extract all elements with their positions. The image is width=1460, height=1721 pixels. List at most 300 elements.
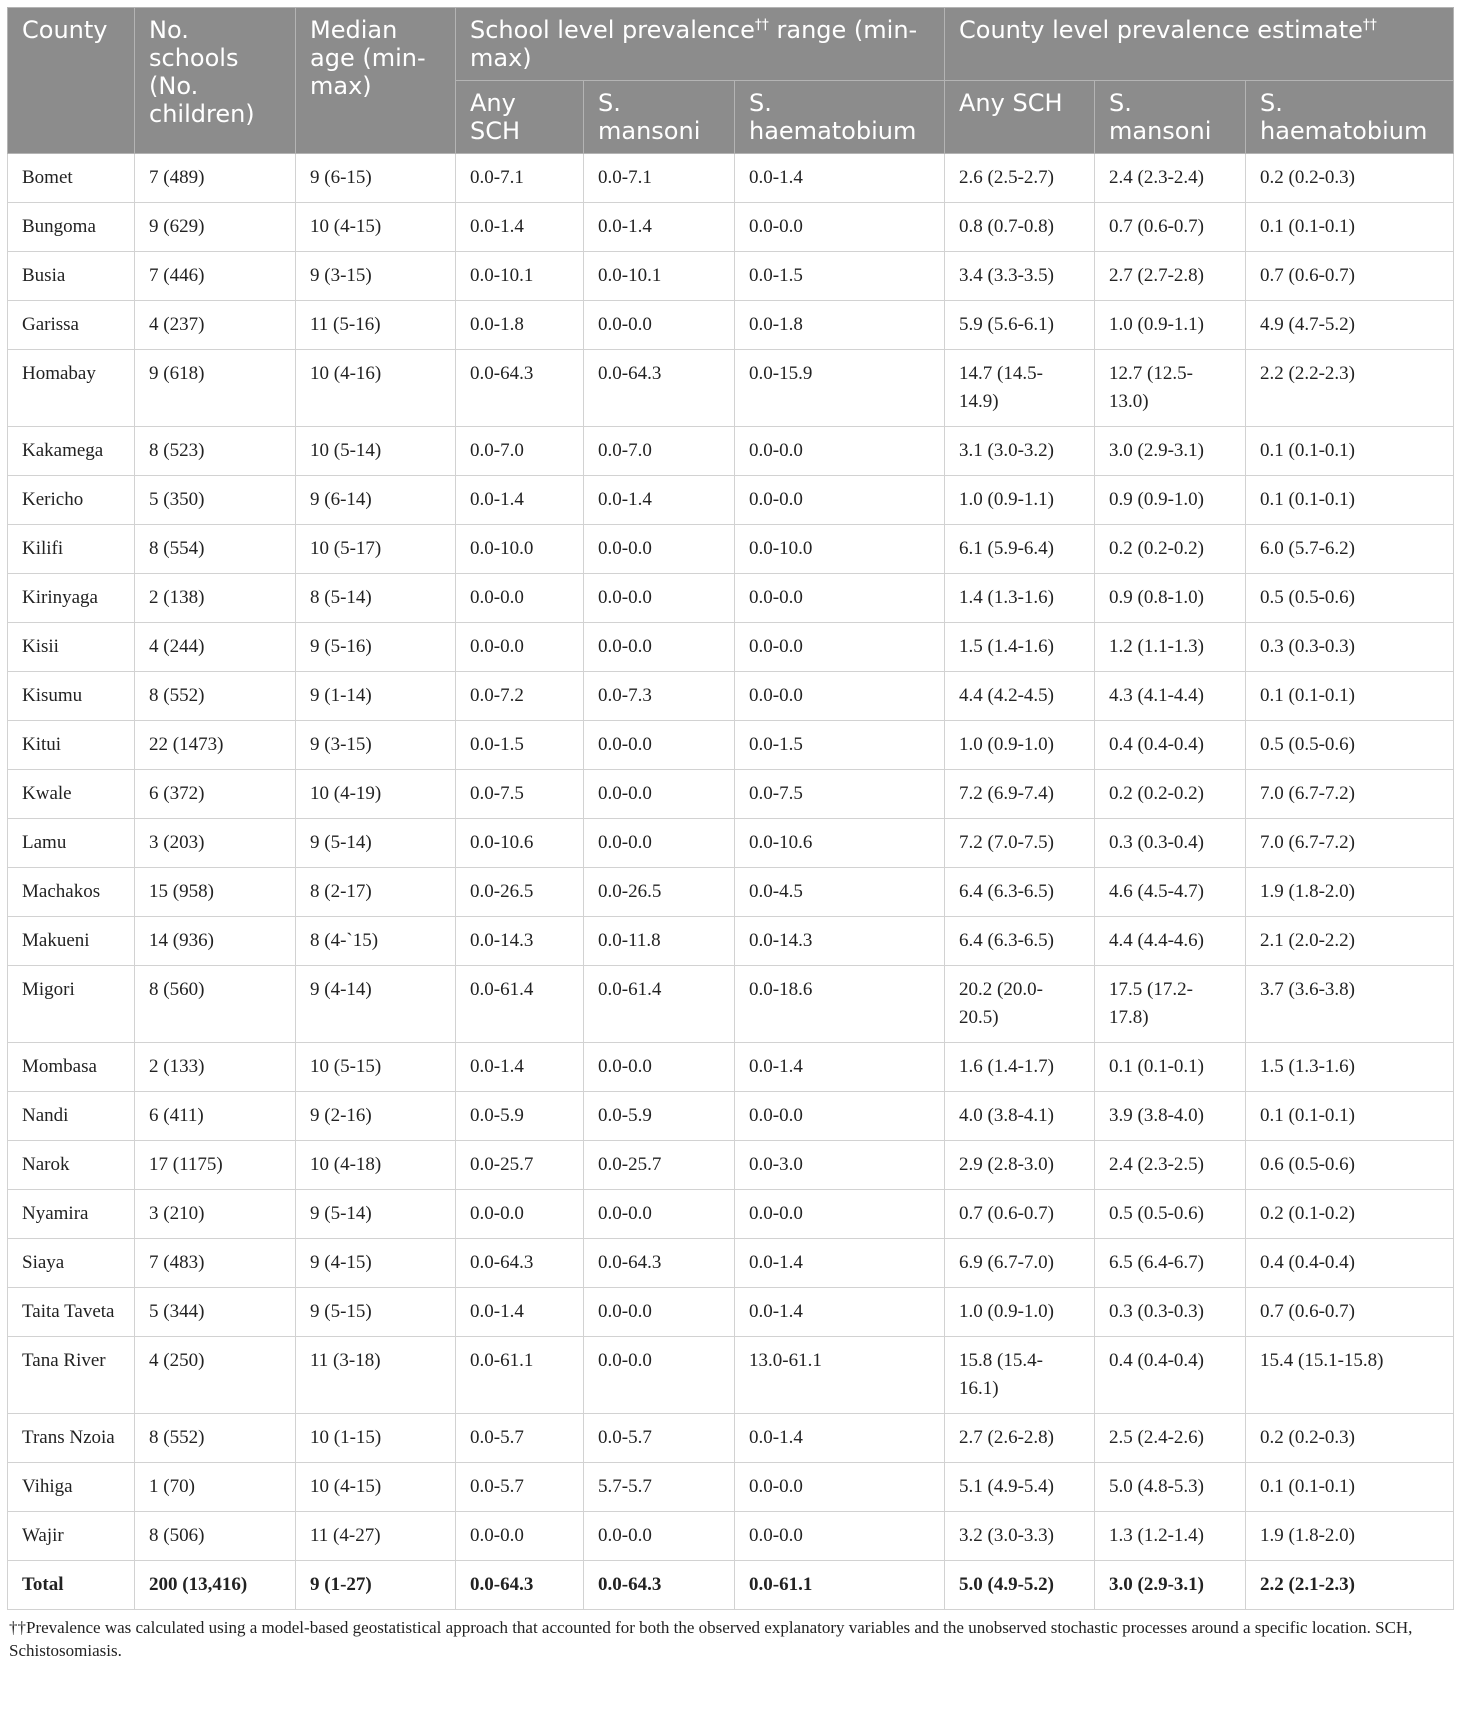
cell-county-s-mansoni: 2.5 (2.4-2.6) xyxy=(1095,1414,1246,1463)
cell-school-any-sch: 0.0-64.3 xyxy=(456,350,584,427)
cell-schools: 6 (411) xyxy=(135,1092,296,1141)
cell-median-age: 10 (4-18) xyxy=(296,1141,456,1190)
cell-county-s-haematobium: 1.9 (1.8-2.0) xyxy=(1246,868,1454,917)
cell-school-s-mansoni: 0.0-25.7 xyxy=(584,1141,735,1190)
header-school-level-group xyxy=(456,8,945,81)
header-school-level-marker: †† xyxy=(754,17,769,33)
cell-county: Machakos xyxy=(8,868,135,917)
cell-median-age: 10 (5-17) xyxy=(296,525,456,574)
cell-school-s-mansoni: 0.0-0.0 xyxy=(584,1288,735,1337)
cell-county-any-sch: 7.2 (7.0-7.5) xyxy=(945,819,1095,868)
cell-school-s-haematobium: 13.0-61.1 xyxy=(735,1337,945,1414)
cell-schools: 22 (1473) xyxy=(135,721,296,770)
cell-school-any-sch: 0.0-7.1 xyxy=(456,154,584,203)
cell-county-any-sch: 5.0 (4.9-5.2) xyxy=(945,1561,1095,1610)
cell-county: Vihiga xyxy=(8,1463,135,1512)
header-county: County xyxy=(8,8,135,154)
cell-school-any-sch: 0.0-1.4 xyxy=(456,1043,584,1092)
cell-county-any-sch: 0.7 (0.6-0.7) xyxy=(945,1190,1095,1239)
cell-county-s-haematobium: 3.7 (3.6-3.8) xyxy=(1246,966,1454,1043)
cell-median-age: 10 (1-15) xyxy=(296,1414,456,1463)
prevalence-table xyxy=(7,7,1454,1610)
header-county-s-mansoni: S. mansoni xyxy=(1095,81,1246,154)
cell-county-any-sch: 3.1 (3.0-3.2) xyxy=(945,427,1095,476)
cell-county: Kitui xyxy=(8,721,135,770)
cell-schools: 1 (70) xyxy=(135,1463,296,1512)
cell-schools: 3 (210) xyxy=(135,1190,296,1239)
table-row xyxy=(8,721,1454,770)
table-row xyxy=(8,1043,1454,1092)
cell-county-s-mansoni: 0.2 (0.2-0.2) xyxy=(1095,525,1246,574)
table-row xyxy=(8,154,1454,203)
cell-school-s-haematobium: 0.0-0.0 xyxy=(735,574,945,623)
cell-schools: 3 (203) xyxy=(135,819,296,868)
cell-county-s-mansoni: 0.9 (0.9-1.0) xyxy=(1095,476,1246,525)
cell-county: Kisumu xyxy=(8,672,135,721)
cell-county: Bomet xyxy=(8,154,135,203)
table-footnote: ††Prevalence was calculated using a model-based geostatistical approach that accounted for both the observed explanatory variables and the unobserved stochastic processes around a specific location. SCH, Schistosomiasis. xyxy=(9,1618,1413,1660)
cell-schools: 4 (237) xyxy=(135,301,296,350)
cell-school-s-haematobium: 0.0-1.4 xyxy=(735,1239,945,1288)
cell-median-age: 9 (6-15) xyxy=(296,154,456,203)
cell-county: Mombasa xyxy=(8,1043,135,1092)
cell-county-s-mansoni: 3.0 (2.9-3.1) xyxy=(1095,1561,1246,1610)
cell-county: Makueni xyxy=(8,917,135,966)
cell-school-any-sch: 0.0-26.5 xyxy=(456,868,584,917)
cell-county: Nyamira xyxy=(8,1190,135,1239)
table-row xyxy=(8,672,1454,721)
cell-school-s-haematobium: 0.0-0.0 xyxy=(735,623,945,672)
cell-school-s-mansoni: 0.0-61.4 xyxy=(584,966,735,1043)
cell-county-s-haematobium: 0.1 (0.1-0.1) xyxy=(1246,203,1454,252)
cell-county-any-sch: 1.4 (1.3-1.6) xyxy=(945,574,1095,623)
cell-schools: 9 (629) xyxy=(135,203,296,252)
cell-county: Homabay xyxy=(8,350,135,427)
cell-county: Kisii xyxy=(8,623,135,672)
header-county-level-label: County level prevalence estimate xyxy=(959,16,1363,44)
cell-county: Kakamega xyxy=(8,427,135,476)
table-row xyxy=(8,1190,1454,1239)
cell-county-s-mansoni: 2.4 (2.3-2.4) xyxy=(1095,154,1246,203)
cell-schools: 7 (446) xyxy=(135,252,296,301)
cell-median-age: 9 (5-14) xyxy=(296,819,456,868)
cell-county-s-mansoni: 0.4 (0.4-0.4) xyxy=(1095,1337,1246,1414)
cell-county-any-sch: 3.2 (3.0-3.3) xyxy=(945,1512,1095,1561)
cell-county-s-haematobium: 7.0 (6.7-7.2) xyxy=(1246,770,1454,819)
cell-county-s-mansoni: 1.3 (1.2-1.4) xyxy=(1095,1512,1246,1561)
cell-median-age: 10 (5-15) xyxy=(296,1043,456,1092)
cell-school-s-haematobium: 0.0-1.4 xyxy=(735,1288,945,1337)
header-school-level-suffix: range (min-max) xyxy=(470,16,918,72)
cell-school-s-haematobium: 0.0-10.6 xyxy=(735,819,945,868)
cell-median-age: 9 (5-14) xyxy=(296,1190,456,1239)
cell-school-s-haematobium: 0.0-0.0 xyxy=(735,203,945,252)
cell-county-s-mansoni: 0.3 (0.3-0.3) xyxy=(1095,1288,1246,1337)
cell-schools: 200 (13,416) xyxy=(135,1561,296,1610)
cell-county-any-sch: 14.7 (14.5-14.9) xyxy=(945,350,1095,427)
cell-schools: 7 (489) xyxy=(135,154,296,203)
cell-county-s-haematobium: 0.7 (0.6-0.7) xyxy=(1246,252,1454,301)
cell-county-s-mansoni: 1.0 (0.9-1.1) xyxy=(1095,301,1246,350)
cell-school-any-sch: 0.0-64.3 xyxy=(456,1239,584,1288)
cell-county: Tana River xyxy=(8,1337,135,1414)
cell-school-any-sch: 0.0-5.9 xyxy=(456,1092,584,1141)
cell-median-age: 9 (3-15) xyxy=(296,721,456,770)
cell-county-any-sch: 20.2 (20.0-20.5) xyxy=(945,966,1095,1043)
cell-county-s-mansoni: 4.3 (4.1-4.4) xyxy=(1095,672,1246,721)
cell-schools: 8 (523) xyxy=(135,427,296,476)
table-row xyxy=(8,525,1454,574)
header-school-any-sch: Any SCH xyxy=(456,81,584,154)
cell-median-age: 8 (4-`15) xyxy=(296,917,456,966)
cell-county: Total xyxy=(8,1561,135,1610)
cell-median-age: 9 (2-16) xyxy=(296,1092,456,1141)
cell-county: Trans Nzoia xyxy=(8,1414,135,1463)
table-row xyxy=(8,1512,1454,1561)
cell-county-s-haematobium: 0.2 (0.1-0.2) xyxy=(1246,1190,1454,1239)
cell-county-s-haematobium: 7.0 (6.7-7.2) xyxy=(1246,819,1454,868)
header-median-age: Median age (min-max) xyxy=(296,8,456,154)
cell-schools: 6 (372) xyxy=(135,770,296,819)
header-county-level-group xyxy=(945,8,1454,81)
cell-school-s-haematobium: 0.0-10.0 xyxy=(735,525,945,574)
cell-county-s-haematobium: 6.0 (5.7-6.2) xyxy=(1246,525,1454,574)
cell-school-s-haematobium: 0.0-18.6 xyxy=(735,966,945,1043)
cell-county-any-sch: 1.0 (0.9-1.1) xyxy=(945,476,1095,525)
header-schools: No. schools (No. children) xyxy=(135,8,296,154)
table-row xyxy=(8,252,1454,301)
cell-median-age: 10 (4-15) xyxy=(296,203,456,252)
cell-school-any-sch: 0.0-1.4 xyxy=(456,1288,584,1337)
table-row xyxy=(8,819,1454,868)
cell-school-s-mansoni: 0.0-0.0 xyxy=(584,574,735,623)
cell-median-age: 8 (5-14) xyxy=(296,574,456,623)
cell-school-s-mansoni: 0.0-1.4 xyxy=(584,476,735,525)
cell-county-s-haematobium: 1.9 (1.8-2.0) xyxy=(1246,1512,1454,1561)
table-row xyxy=(8,301,1454,350)
cell-county-any-sch: 2.7 (2.6-2.8) xyxy=(945,1414,1095,1463)
cell-county: Kilifi xyxy=(8,525,135,574)
cell-school-any-sch: 0.0-1.4 xyxy=(456,203,584,252)
cell-county-any-sch: 6.4 (6.3-6.5) xyxy=(945,917,1095,966)
cell-county-any-sch: 1.0 (0.9-1.0) xyxy=(945,721,1095,770)
cell-county-any-sch: 2.9 (2.8-3.0) xyxy=(945,1141,1095,1190)
cell-schools: 7 (483) xyxy=(135,1239,296,1288)
cell-school-s-haematobium: 0.0-0.0 xyxy=(735,1463,945,1512)
cell-school-s-haematobium: 0.0-7.5 xyxy=(735,770,945,819)
table-row xyxy=(8,623,1454,672)
cell-median-age: 9 (4-15) xyxy=(296,1239,456,1288)
cell-county-s-mansoni: 5.0 (4.8-5.3) xyxy=(1095,1463,1246,1512)
header-school-level-label: School level prevalence xyxy=(470,16,755,44)
table-row xyxy=(8,1092,1454,1141)
cell-county-s-mansoni: 0.7 (0.6-0.7) xyxy=(1095,203,1246,252)
cell-county-s-haematobium: 0.3 (0.3-0.3) xyxy=(1246,623,1454,672)
cell-county: Kwale xyxy=(8,770,135,819)
cell-school-s-mansoni: 0.0-7.3 xyxy=(584,672,735,721)
cell-school-any-sch: 0.0-0.0 xyxy=(456,1512,584,1561)
cell-county: Bungoma xyxy=(8,203,135,252)
cell-schools: 15 (958) xyxy=(135,868,296,917)
cell-school-s-mansoni: 0.0-64.3 xyxy=(584,1561,735,1610)
cell-county-any-sch: 6.1 (5.9-6.4) xyxy=(945,525,1095,574)
cell-county: Siaya xyxy=(8,1239,135,1288)
cell-median-age: 9 (3-15) xyxy=(296,252,456,301)
cell-school-s-mansoni: 0.0-26.5 xyxy=(584,868,735,917)
cell-county-any-sch: 6.4 (6.3-6.5) xyxy=(945,868,1095,917)
header-county-any-sch: Any SCH xyxy=(945,81,1095,154)
cell-school-any-sch: 0.0-64.3 xyxy=(456,1561,584,1610)
cell-school-any-sch: 0.0-10.0 xyxy=(456,525,584,574)
cell-county-any-sch: 1.0 (0.9-1.0) xyxy=(945,1288,1095,1337)
cell-schools: 8 (552) xyxy=(135,1414,296,1463)
cell-county: Kirinyaga xyxy=(8,574,135,623)
table-header xyxy=(8,8,1454,154)
header-school-s-mansoni: S. mansoni xyxy=(584,81,735,154)
cell-county-s-haematobium: 0.1 (0.1-0.1) xyxy=(1246,427,1454,476)
cell-county-s-haematobium: 0.4 (0.4-0.4) xyxy=(1246,1239,1454,1288)
cell-county-s-mansoni: 2.7 (2.7-2.8) xyxy=(1095,252,1246,301)
cell-county: Garissa xyxy=(8,301,135,350)
table-row xyxy=(8,917,1454,966)
prevalence-table-container xyxy=(7,7,1453,1662)
cell-schools: 14 (936) xyxy=(135,917,296,966)
cell-county-any-sch: 4.0 (3.8-4.1) xyxy=(945,1092,1095,1141)
cell-county-s-haematobium: 2.1 (2.0-2.2) xyxy=(1246,917,1454,966)
cell-county-s-haematobium: 0.2 (0.2-0.3) xyxy=(1246,154,1454,203)
cell-county-s-mansoni: 6.5 (6.4-6.7) xyxy=(1095,1239,1246,1288)
cell-county-s-haematobium: 0.5 (0.5-0.6) xyxy=(1246,721,1454,770)
cell-county-any-sch: 15.8 (15.4-16.1) xyxy=(945,1337,1095,1414)
cell-school-any-sch: 0.0-7.2 xyxy=(456,672,584,721)
cell-county-s-haematobium: 0.5 (0.5-0.6) xyxy=(1246,574,1454,623)
cell-median-age: 9 (5-16) xyxy=(296,623,456,672)
cell-school-s-mansoni: 5.7-5.7 xyxy=(584,1463,735,1512)
cell-county: Kericho xyxy=(8,476,135,525)
cell-county-any-sch: 0.8 (0.7-0.8) xyxy=(945,203,1095,252)
table-row xyxy=(8,770,1454,819)
cell-county-s-mansoni: 12.7 (12.5-13.0) xyxy=(1095,350,1246,427)
cell-median-age: 10 (4-19) xyxy=(296,770,456,819)
cell-school-s-mansoni: 0.0-0.0 xyxy=(584,1190,735,1239)
cell-county: Taita Taveta xyxy=(8,1288,135,1337)
cell-school-s-haematobium: 0.0-0.0 xyxy=(735,1512,945,1561)
cell-schools: 8 (552) xyxy=(135,672,296,721)
cell-schools: 9 (618) xyxy=(135,350,296,427)
cell-school-s-haematobium: 0.0-1.4 xyxy=(735,1414,945,1463)
cell-school-s-mansoni: 0.0-0.0 xyxy=(584,301,735,350)
cell-median-age: 11 (5-16) xyxy=(296,301,456,350)
cell-county: Wajir xyxy=(8,1512,135,1561)
cell-schools: 2 (138) xyxy=(135,574,296,623)
cell-median-age: 9 (1-14) xyxy=(296,672,456,721)
cell-county-s-haematobium: 2.2 (2.2-2.3) xyxy=(1246,350,1454,427)
cell-county-s-mansoni: 0.9 (0.8-1.0) xyxy=(1095,574,1246,623)
cell-school-s-mansoni: 0.0-0.0 xyxy=(584,1337,735,1414)
cell-school-s-haematobium: 0.0-3.0 xyxy=(735,1141,945,1190)
cell-county-s-haematobium: 0.2 (0.2-0.3) xyxy=(1246,1414,1454,1463)
header-school-s-haematobium: S. haematobium xyxy=(735,81,945,154)
cell-school-s-haematobium: 0.0-4.5 xyxy=(735,868,945,917)
table-row xyxy=(8,476,1454,525)
cell-school-s-haematobium: 0.0-1.5 xyxy=(735,252,945,301)
cell-county-s-haematobium: 15.4 (15.1-15.8) xyxy=(1246,1337,1454,1414)
cell-school-s-mansoni: 0.0-0.0 xyxy=(584,819,735,868)
cell-school-s-haematobium: 0.0-1.5 xyxy=(735,721,945,770)
cell-county: Lamu xyxy=(8,819,135,868)
cell-school-s-haematobium: 0.0-1.4 xyxy=(735,154,945,203)
cell-schools: 5 (350) xyxy=(135,476,296,525)
cell-median-age: 9 (5-15) xyxy=(296,1288,456,1337)
cell-county-s-haematobium: 0.7 (0.6-0.7) xyxy=(1246,1288,1454,1337)
cell-median-age: 10 (5-14) xyxy=(296,427,456,476)
cell-county-s-mansoni: 0.5 (0.5-0.6) xyxy=(1095,1190,1246,1239)
cell-schools: 8 (506) xyxy=(135,1512,296,1561)
table-row xyxy=(8,350,1454,427)
table-row xyxy=(8,868,1454,917)
table-total-row xyxy=(8,1561,1454,1610)
cell-county-s-haematobium: 0.6 (0.5-0.6) xyxy=(1246,1141,1454,1190)
cell-school-any-sch: 0.0-25.7 xyxy=(456,1141,584,1190)
table-body xyxy=(8,154,1454,1610)
cell-county-any-sch: 5.9 (5.6-6.1) xyxy=(945,301,1095,350)
cell-median-age: 11 (4-27) xyxy=(296,1512,456,1561)
cell-median-age: 9 (4-14) xyxy=(296,966,456,1043)
table-row xyxy=(8,1141,1454,1190)
cell-schools: 5 (344) xyxy=(135,1288,296,1337)
cell-school-s-haematobium: 0.0-0.0 xyxy=(735,427,945,476)
cell-school-s-mansoni: 0.0-11.8 xyxy=(584,917,735,966)
cell-county-s-mansoni: 0.3 (0.3-0.4) xyxy=(1095,819,1246,868)
cell-median-age: 11 (3-18) xyxy=(296,1337,456,1414)
cell-school-s-mansoni: 0.0-0.0 xyxy=(584,1043,735,1092)
cell-county-s-haematobium: 0.1 (0.1-0.1) xyxy=(1246,476,1454,525)
cell-school-any-sch: 0.0-5.7 xyxy=(456,1414,584,1463)
cell-county-s-mansoni: 0.2 (0.2-0.2) xyxy=(1095,770,1246,819)
cell-school-s-mansoni: 0.0-5.7 xyxy=(584,1414,735,1463)
cell-school-s-mansoni: 0.0-0.0 xyxy=(584,1512,735,1561)
cell-county-s-mansoni: 0.4 (0.4-0.4) xyxy=(1095,721,1246,770)
cell-county-s-mansoni: 3.0 (2.9-3.1) xyxy=(1095,427,1246,476)
cell-schools: 17 (1175) xyxy=(135,1141,296,1190)
cell-county-any-sch: 2.6 (2.5-2.7) xyxy=(945,154,1095,203)
cell-median-age: 9 (1-27) xyxy=(296,1561,456,1610)
table-row xyxy=(8,1414,1454,1463)
cell-county-s-mansoni: 17.5 (17.2-17.8) xyxy=(1095,966,1246,1043)
cell-median-age: 10 (4-16) xyxy=(296,350,456,427)
cell-schools: 4 (244) xyxy=(135,623,296,672)
table-row xyxy=(8,427,1454,476)
cell-school-s-mansoni: 0.0-0.0 xyxy=(584,770,735,819)
cell-county-s-mansoni: 4.4 (4.4-4.6) xyxy=(1095,917,1246,966)
cell-county: Busia xyxy=(8,252,135,301)
cell-school-s-haematobium: 0.0-1.8 xyxy=(735,301,945,350)
cell-county-s-mansoni: 0.1 (0.1-0.1) xyxy=(1095,1043,1246,1092)
cell-schools: 8 (560) xyxy=(135,966,296,1043)
cell-school-any-sch: 0.0-10.1 xyxy=(456,252,584,301)
cell-school-s-mansoni: 0.0-1.4 xyxy=(584,203,735,252)
cell-county-s-haematobium: 1.5 (1.3-1.6) xyxy=(1246,1043,1454,1092)
cell-school-any-sch: 0.0-1.5 xyxy=(456,721,584,770)
cell-county: Nandi xyxy=(8,1092,135,1141)
cell-school-s-haematobium: 0.0-14.3 xyxy=(735,917,945,966)
cell-school-any-sch: 0.0-7.0 xyxy=(456,427,584,476)
cell-school-any-sch: 0.0-7.5 xyxy=(456,770,584,819)
header-county-s-haematobium: S. haematobium xyxy=(1246,81,1454,154)
cell-county-s-haematobium: 0.1 (0.1-0.1) xyxy=(1246,1463,1454,1512)
cell-school-any-sch: 0.0-0.0 xyxy=(456,1190,584,1239)
cell-school-s-mansoni: 0.0-7.1 xyxy=(584,154,735,203)
cell-county-s-haematobium: 2.2 (2.1-2.3) xyxy=(1246,1561,1454,1610)
cell-school-s-mansoni: 0.0-0.0 xyxy=(584,623,735,672)
cell-county-any-sch: 5.1 (4.9-5.4) xyxy=(945,1463,1095,1512)
cell-school-any-sch: 0.0-1.4 xyxy=(456,476,584,525)
cell-school-any-sch: 0.0-1.8 xyxy=(456,301,584,350)
cell-school-any-sch: 0.0-14.3 xyxy=(456,917,584,966)
cell-school-s-mansoni: 0.0-64.3 xyxy=(584,350,735,427)
header-county-level-marker: †† xyxy=(1362,17,1377,33)
cell-school-any-sch: 0.0-0.0 xyxy=(456,623,584,672)
cell-county-s-haematobium: 4.9 (4.7-5.2) xyxy=(1246,301,1454,350)
cell-schools: 2 (133) xyxy=(135,1043,296,1092)
cell-county-any-sch: 3.4 (3.3-3.5) xyxy=(945,252,1095,301)
cell-school-any-sch: 0.0-10.6 xyxy=(456,819,584,868)
table-row xyxy=(8,574,1454,623)
cell-school-s-haematobium: 0.0-61.1 xyxy=(735,1561,945,1610)
cell-county-s-mansoni: 4.6 (4.5-4.7) xyxy=(1095,868,1246,917)
cell-school-s-haematobium: 0.0-0.0 xyxy=(735,1092,945,1141)
table-row xyxy=(8,1463,1454,1512)
cell-school-s-mansoni: 0.0-7.0 xyxy=(584,427,735,476)
cell-school-s-haematobium: 0.0-0.0 xyxy=(735,1190,945,1239)
cell-school-any-sch: 0.0-5.7 xyxy=(456,1463,584,1512)
cell-county: Migori xyxy=(8,966,135,1043)
cell-median-age: 9 (6-14) xyxy=(296,476,456,525)
cell-county-s-mansoni: 3.9 (3.8-4.0) xyxy=(1095,1092,1246,1141)
cell-county-s-haematobium: 0.1 (0.1-0.1) xyxy=(1246,672,1454,721)
cell-county-any-sch: 1.5 (1.4-1.6) xyxy=(945,623,1095,672)
cell-school-any-sch: 0.0-0.0 xyxy=(456,574,584,623)
cell-county-s-mansoni: 1.2 (1.1-1.3) xyxy=(1095,623,1246,672)
table-row xyxy=(8,1239,1454,1288)
cell-school-s-mansoni: 0.0-0.0 xyxy=(584,525,735,574)
cell-median-age: 8 (2-17) xyxy=(296,868,456,917)
table-row xyxy=(8,203,1454,252)
cell-county-s-haematobium: 0.1 (0.1-0.1) xyxy=(1246,1092,1454,1141)
cell-schools: 4 (250) xyxy=(135,1337,296,1414)
cell-school-any-sch: 0.0-61.1 xyxy=(456,1337,584,1414)
cell-county-any-sch: 4.4 (4.2-4.5) xyxy=(945,672,1095,721)
cell-school-s-mansoni: 0.0-0.0 xyxy=(584,721,735,770)
cell-school-s-haematobium: 0.0-0.0 xyxy=(735,476,945,525)
cell-school-any-sch: 0.0-61.4 xyxy=(456,966,584,1043)
cell-school-s-mansoni: 0.0-64.3 xyxy=(584,1239,735,1288)
cell-county-s-mansoni: 2.4 (2.3-2.5) xyxy=(1095,1141,1246,1190)
cell-school-s-haematobium: 0.0-1.4 xyxy=(735,1043,945,1092)
cell-schools: 8 (554) xyxy=(135,525,296,574)
cell-median-age: 10 (4-15) xyxy=(296,1463,456,1512)
cell-school-s-haematobium: 0.0-0.0 xyxy=(735,672,945,721)
cell-county-any-sch: 1.6 (1.4-1.7) xyxy=(945,1043,1095,1092)
table-row xyxy=(8,1337,1454,1414)
cell-county-any-sch: 6.9 (6.7-7.0) xyxy=(945,1239,1095,1288)
cell-school-s-mansoni: 0.0-5.9 xyxy=(584,1092,735,1141)
table-row xyxy=(8,1288,1454,1337)
table-row xyxy=(8,966,1454,1043)
cell-school-s-haematobium: 0.0-15.9 xyxy=(735,350,945,427)
cell-county: Narok xyxy=(8,1141,135,1190)
cell-county-any-sch: 7.2 (6.9-7.4) xyxy=(945,770,1095,819)
